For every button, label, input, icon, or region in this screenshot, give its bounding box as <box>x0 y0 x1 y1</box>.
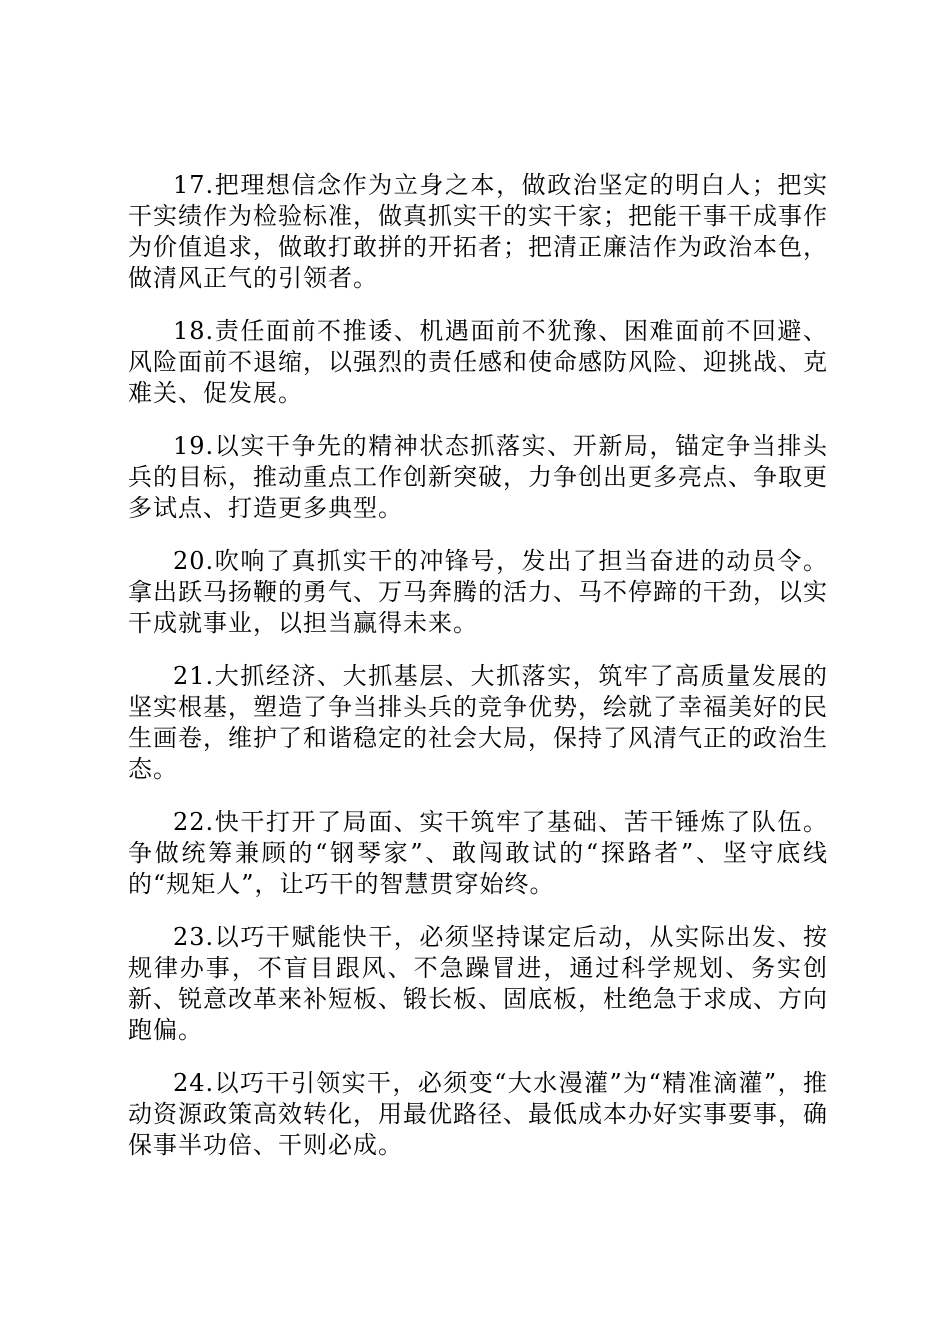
paragraph-20: 20.吹响了真抓实干的冲锋号，发出了担当奋进的动员令。拿出跃马扬鞭的勇气、万马奔腾的活力、马不停蹄的干劲，以实干成就事业，以担当赢得未来。 <box>128 547 828 637</box>
paragraph-21: 21.大抓经济、大抓基层、大抓落实，筑牢了高质量发展的坚实根基，塑造了争当排头兵的竞争优势，绘就了幸福美好的民生画卷，维护了和谐稳定的社会大局，保持了风清气正的政治生态。 <box>128 662 828 783</box>
paragraph-17: 17.把理想信念作为立身之本，做政治坚定的明白人；把实干实绩作为检验标准，做真抓实干的实干家；把能干事干成事作为价值追求，做敢打敢拼的开拓者；把清正廉洁作为政治本色，做清风正气的引领者。 <box>128 171 828 292</box>
paragraph-22: 22.快干打开了局面、实干筑牢了基础、苦干锤炼了队伍。争做统筹兼顾的“钢琴家”、敢闯敢试的“探路者”、坚守底线的“规矩人”，让巧干的智慧贯穿始终。 <box>128 808 828 898</box>
paragraph-18: 18.责任面前不推诿、机遇面前不犹豫、困难面前不回避、风险面前不退缩，以强烈的责任感和使命感防风险、迎挑战、克难关、促发展。 <box>128 317 828 407</box>
document-body <box>128 170 828 1183</box>
paragraph-24: 24.以巧干引领实干，必须变“大水漫灌”为“精准滴灌”，推动资源政策高效转化，用最优路径、最低成本办好实事要事，确保事半功倍、干则必成。 <box>128 1069 828 1159</box>
paragraph-19: 19.以实干争先的精神状态抓落实、开新局，锚定争当排头兵的目标，推动重点工作创新突破，力争创出更多亮点、争取更多试点、打造更多典型。 <box>128 432 828 522</box>
paragraph-23: 23.以巧干赋能快干，必须坚持谋定后动，从实际出发、按规律办事，不盲目跟风、不急躁冒进，通过科学规划、务实创新、锐意改革来补短板、锻长板、固底板，杜绝急于求成、方向跑偏。 <box>128 923 828 1044</box>
